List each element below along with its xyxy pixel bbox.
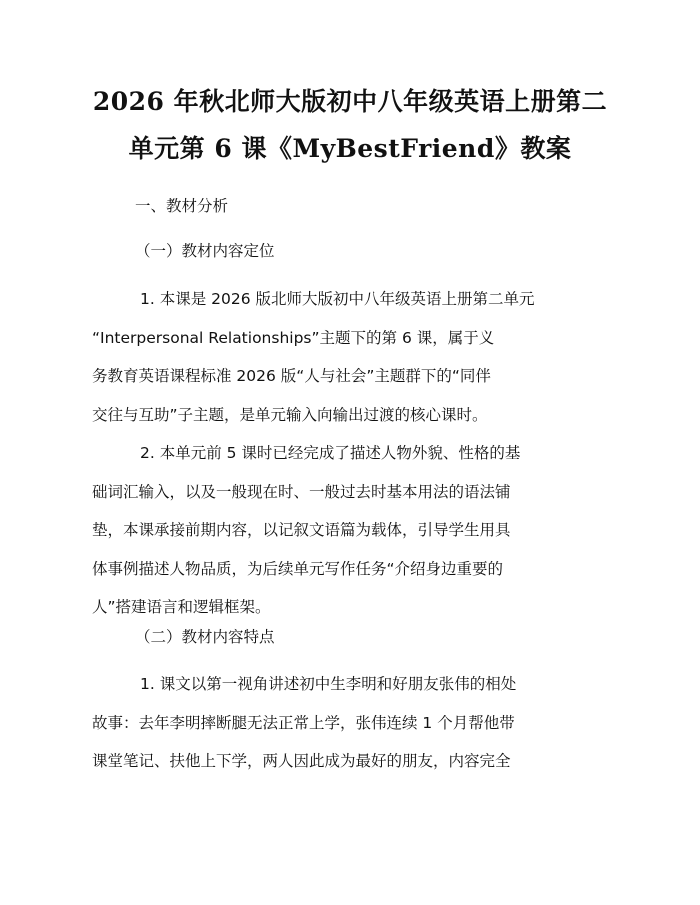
- paragraph-line: 故事：去年李明摔断腿无法正常上学，张伟连续 1 个月帮他带: [92, 713, 515, 732]
- document-title-line-1: 2026 年秋北师大版初中八年级英语上册第二: [92, 87, 608, 116]
- paragraph-line: 人”搭建语言和逻辑框架。: [92, 598, 271, 616]
- paragraph-line: 础词汇输入，以及一般现在时、一般过去时基本用法的语法铺: [92, 482, 511, 501]
- subsection-heading-content-features: （二）教材内容特点: [135, 628, 275, 646]
- paragraph-line: 2. 本单元前 5 课时已经完成了描述人物外貌、性格的基: [140, 444, 521, 462]
- paragraph-line: 交往与互助”子主题，是单元输入向输出过渡的核心课时。: [92, 405, 488, 424]
- paragraph-line: 务教育英语课程标准 2026 版“人与社会”主题群下的“同伴: [92, 367, 491, 385]
- paragraph-line: 课堂笔记、扶他上下学，两人因此成为最好的朋友，内容完全: [92, 752, 511, 770]
- document-title-line-2: 单元第 6 课《MyBestFriend》教案: [128, 134, 572, 163]
- paragraph-2: [92, 434, 612, 627]
- paragraph-1: [92, 280, 612, 434]
- paragraph-3: [92, 665, 612, 781]
- paragraph-line: 1. 课文以第一视角讲述初中生李明和好朋友张伟的相处: [140, 675, 517, 693]
- paragraph-line: 1. 本课是 2026 版北师大版初中八年级英语上册第二单元: [140, 290, 535, 308]
- subsection-heading-content-positioning: （一）教材内容定位: [135, 242, 275, 260]
- paragraph-line: 垫，本课承接前期内容，以记叙文语篇为载体，引导学生用具: [92, 521, 511, 539]
- paragraph-line: 体事例描述人物品质，为后续单元写作任务“介绍身边重要的: [92, 559, 504, 578]
- section-heading-textbook-analysis: 一、教材分析: [135, 197, 229, 215]
- paragraph-line: “Interpersonal Relationships”主题下的第 6 课，属于义: [92, 328, 495, 347]
